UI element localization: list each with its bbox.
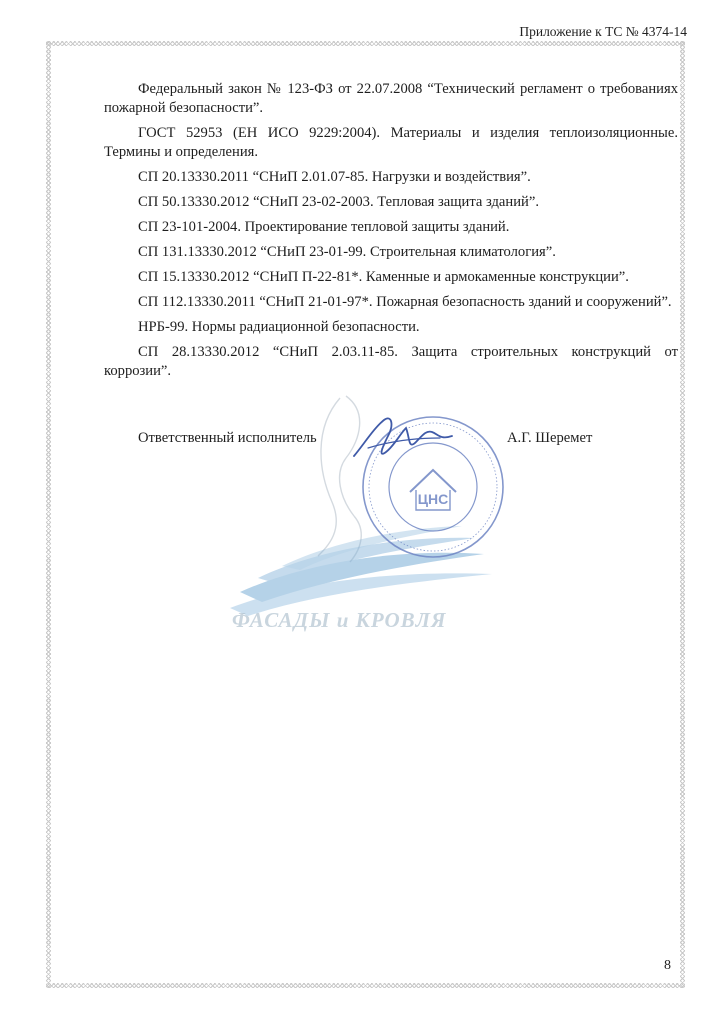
page-border-top [46, 41, 685, 46]
reference-item: СП 28.13330.2012 “СНиП 2.03.11-85. Защита строительных конструкций от коррозии”. [104, 344, 678, 379]
page-border-bottom [46, 983, 685, 988]
reference-item: СП 23-101-2004. Проектирование тепловой защиты зданий. [138, 219, 510, 235]
references-list [104, 80, 678, 387]
reference-item: СП 112.13330.2011 “СНиП 21-01-97*. Пожарная безопасность зданий и сооружений”. [138, 294, 672, 310]
page-border-left [46, 41, 51, 988]
page-border-right [680, 41, 685, 988]
signature-row [138, 430, 608, 452]
signatory-name: А.Г. Шеремет [507, 430, 593, 446]
page-number: 8 [664, 958, 671, 973]
signature-label: Ответственный исполнитель [138, 430, 317, 446]
stamp-text: ЦНС [417, 491, 449, 507]
reference-item: СП 20.13330.2011 “СНиП 2.01.07-85. Нагрузки и воздействия”. [138, 169, 531, 185]
reference-item: Федеральный закон № 123-ФЗ от 22.07.2008 “Технический регламент о требованиях пожарной безопасности”. [104, 81, 678, 116]
document-header: Приложение к ТС № 4374-14 [519, 24, 687, 39]
reference-item: СП 50.13330.2012 “СНиП 23-02-2003. Тепловая защита зданий”. [138, 194, 539, 210]
watermark-text: ФАСАДЫ и КРОВЛЯ [232, 608, 447, 632]
reference-item: СП 15.13330.2012 “СНиП П-22-81*. Каменные и армокаменные конструкции”. [138, 269, 629, 285]
reference-item: ГОСТ 52953 (ЕН ИСО 9229:2004). Материалы и изделия теплоизоляционные. Термины и определения. [104, 125, 678, 160]
reference-item: НРБ-99. Нормы радиационной безопасности. [138, 319, 420, 335]
reference-item: СП 131.13330.2012 “СНиП 23-01-99. Строительная климатология”. [138, 244, 556, 260]
